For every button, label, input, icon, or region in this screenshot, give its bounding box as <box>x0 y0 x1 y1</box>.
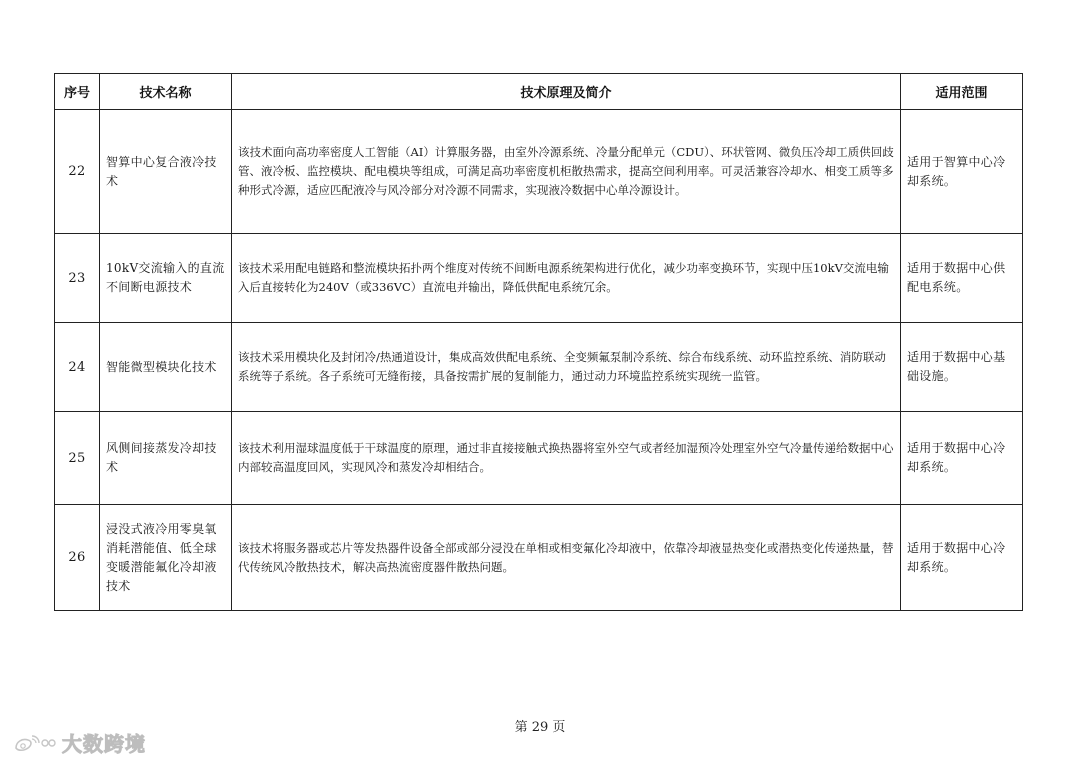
table-row <box>55 323 1023 412</box>
row-serial-number: 22 <box>55 110 100 234</box>
row-scope: 适用于智算中心冷却系统。 <box>901 110 1023 234</box>
row-tech-name: 浸没式液冷用零臭氧消耗潜能值、低全球变暖潜能氟化冷却液技术 <box>100 505 232 611</box>
table-row <box>55 505 1023 611</box>
row-scope: 适用于数据中心冷却系统。 <box>901 505 1023 611</box>
table-header-row <box>55 74 1023 110</box>
row-tech-name: 智能微型模块化技术 <box>100 323 232 412</box>
row-tech-description: 该技术面向高功率密度人工智能（AI）计算服务器，由室外冷源系统、冷量分配单元（CDU）、环状管网、微负压冷却工质供回歧管、液冷板、监控模块、配电模块等组成，可满足高功率密度机柜散热需求，提高空间利用率。可灵活兼容冷却水、相变工质等多种形式冷源，适应匹配液冷与风冷部分对冷源不同需求，实现液冷数据中心单冷源设计。 <box>232 110 901 234</box>
header-serial-number: 序号 <box>55 74 100 110</box>
row-tech-description: 该技术利用湿球温度低于干球温度的原理，通过非直接接触式换热器将室外空气或者经加湿预冷处理室外空气冷量传递给数据中心内部较高温度回风，实现风冷和蒸发冷却相结合。 <box>232 412 901 505</box>
watermark-text: 大数跨境 <box>62 732 146 756</box>
row-serial-number: 25 <box>55 412 100 505</box>
page-number: 第 29 页 <box>514 720 566 735</box>
watermark <box>12 728 146 757</box>
technology-table <box>54 73 1023 611</box>
row-tech-description: 该技术采用模块化及封闭冷/热通道设计，集成高效供配电系统、全变频氟泵制冷系统、综合布线系统、动环监控系统、消防联动系统等子系统。各子系统可无缝衔接，具备按需扩展的复制能力，通过动力环境监控系统实现统一监管。 <box>232 323 901 412</box>
table-row <box>55 412 1023 505</box>
header-scope: 适用范围 <box>901 74 1023 110</box>
row-tech-description: 该技术将服务器或芯片等发热器件设备全部或部分浸没在单相或相变氟化冷却液中，依靠冷却液显热变化或潜热变化传递热量，替代传统风冷散热技术，解决高热流密度器件散热问题。 <box>232 505 901 611</box>
weibo-logo-icon <box>12 732 56 754</box>
row-serial-number: 24 <box>55 323 100 412</box>
row-tech-name: 10kV交流输入的直流不间断电源技术 <box>100 234 232 323</box>
table-row <box>55 234 1023 323</box>
row-tech-name: 风侧间接蒸发冷却技术 <box>100 412 232 505</box>
row-serial-number: 23 <box>55 234 100 323</box>
row-scope: 适用于数据中心供配电系统。 <box>901 234 1023 323</box>
row-scope: 适用于数据中心冷却系统。 <box>901 412 1023 505</box>
row-scope: 适用于数据中心基础设施。 <box>901 323 1023 412</box>
header-tech-description: 技术原理及简介 <box>232 74 901 110</box>
row-serial-number: 26 <box>55 505 100 611</box>
table-row <box>55 110 1023 234</box>
row-tech-description: 该技术采用配电链路和整流模块拓扑两个维度对传统不间断电源系统架构进行优化，减少功率变换环节，实现中压10kV交流电输入后直接转化为240V（或336VC）直流电并输出，降低供配电系统冗余。 <box>232 234 901 323</box>
row-tech-name: 智算中心复合液冷技术 <box>100 110 232 234</box>
header-tech-name: 技术名称 <box>100 74 232 110</box>
